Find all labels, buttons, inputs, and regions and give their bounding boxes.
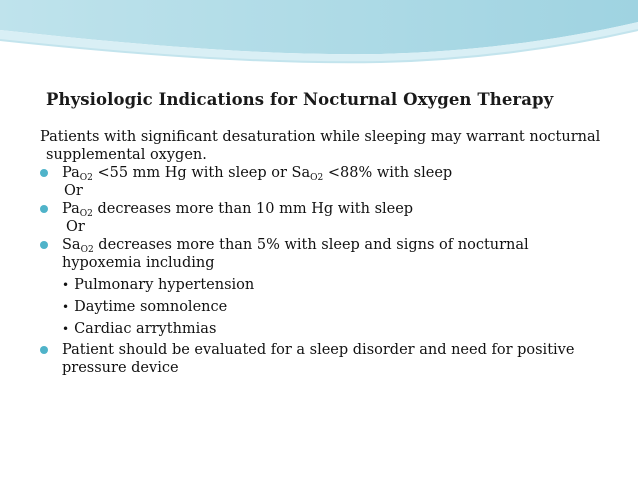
bullet-dot-icon [40, 169, 48, 177]
bullet-dot-icon [40, 241, 48, 249]
intro-line-1: Patients with significant desaturation while sleeping may warrant nocturnal [40, 129, 601, 145]
sub-item-text: Daytime somnolence [74, 299, 228, 315]
bullet-sao2-decrease [40, 236, 610, 272]
sub-item [40, 298, 610, 316]
text-evaluation-line-2: pressure device [62, 360, 179, 376]
subscript-o2: O2 [79, 209, 93, 219]
sub-item [40, 320, 610, 338]
text-pa: Pa [62, 201, 80, 217]
sub-item-text: Cardiac arrythmias [74, 321, 217, 337]
slide-title: Physiologic Indications for Nocturnal Oxygen Therapy [46, 90, 554, 109]
sub-item-text: Pulmonary hypertension [74, 277, 255, 293]
subscript-o2: O2 [80, 245, 94, 255]
sub-item [40, 276, 610, 294]
small-bullet-icon: • [62, 300, 70, 314]
subscript-o2: O2 [310, 173, 324, 183]
intro-line-2: supplemental oxygen. [46, 147, 207, 163]
bullet-evaluation [40, 341, 610, 377]
bullet-dot-icon [40, 205, 48, 213]
text-criteria-end: <88% with sleep [323, 165, 453, 181]
text-criteria-line-2: hypoxemia including [62, 255, 215, 271]
bullet-pao2-decrease [40, 200, 610, 218]
or-connector-1: Or [64, 183, 83, 199]
slide-body [40, 128, 610, 377]
or-connector-2: Or [66, 219, 85, 235]
subscript-o2: O2 [79, 173, 93, 183]
bullet-pao2-sao2 [40, 164, 610, 182]
text-evaluation-line-1: Patient should be evaluated for a sleep disorder and need for positive [62, 342, 575, 358]
text-criteria: <55 mm Hg with sleep or Sa [92, 165, 311, 181]
header-wave-decoration [0, 0, 638, 70]
text-criteria: decreases more than 10 mm Hg with sleep [92, 201, 414, 217]
text-sa: Sa [62, 237, 81, 253]
intro-text [40, 128, 610, 164]
bullet-dot-icon [40, 346, 48, 354]
small-bullet-icon: • [62, 322, 70, 336]
text-pa: Pa [62, 165, 80, 181]
text-criteria: decreases more than 5% with sleep and signs of nocturnal [93, 237, 529, 253]
small-bullet-icon: • [62, 278, 70, 292]
